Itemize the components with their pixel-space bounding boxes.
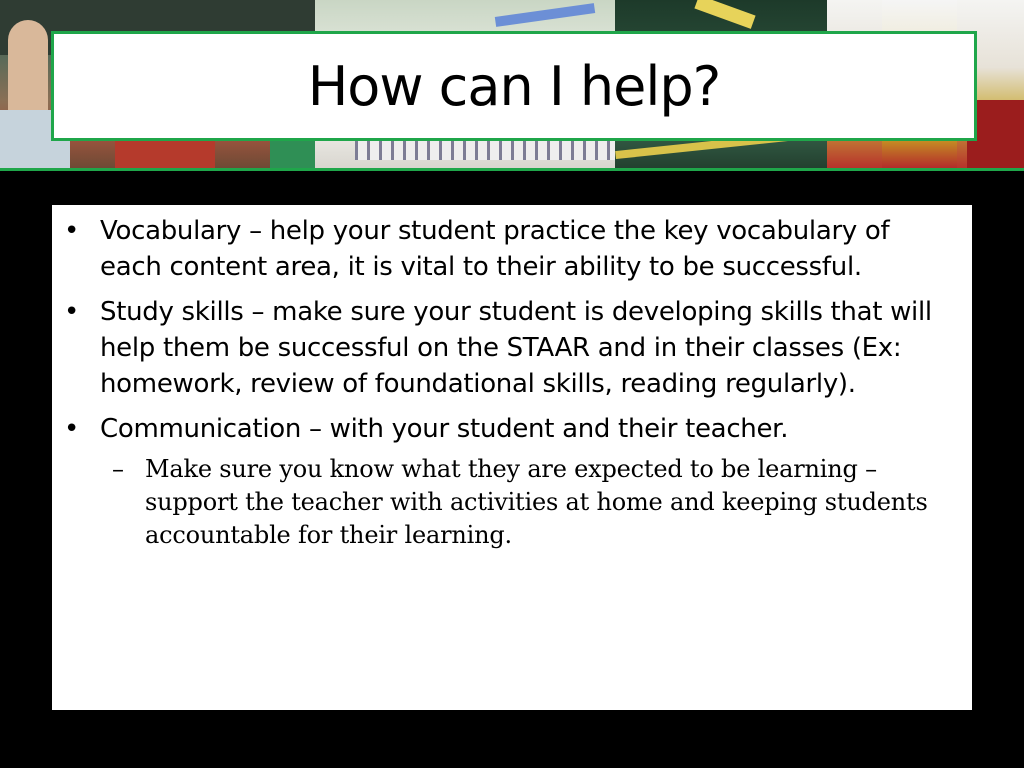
title-box <box>51 31 977 141</box>
bullet-marker: • <box>64 297 80 327</box>
bullet-text: Study skills – make sure your student is developing skills that will help them be successful on the STAAR and in their classes (Ex: homework, review of foundational skills, reading regularly). <box>100 297 932 399</box>
bullet-list <box>52 205 972 552</box>
sub-bullet-list <box>100 453 942 552</box>
bullet-text: Communication – with your student and their teacher. <box>100 414 789 444</box>
sub-bullet-text: Make sure you know what they are expected to be learning – support the teacher with activities at home and keeping students accountable for their learning. <box>145 455 928 549</box>
bullet-text: Vocabulary – help your student practice the key vocabulary of each content area, it is vital to their ability to be successful. <box>100 216 890 282</box>
bullet-marker: • <box>64 414 80 444</box>
sub-bullet-item <box>100 453 942 552</box>
bullet-item-communication <box>52 411 972 552</box>
bullet-item-study-skills <box>52 294 972 402</box>
slide-title: How can I help? <box>307 54 721 118</box>
bullet-marker: • <box>64 216 80 246</box>
bullet-item-vocabulary <box>52 213 972 285</box>
content-box <box>52 205 972 710</box>
banner-divider <box>0 168 1024 171</box>
sub-bullet-marker: – <box>112 455 124 483</box>
